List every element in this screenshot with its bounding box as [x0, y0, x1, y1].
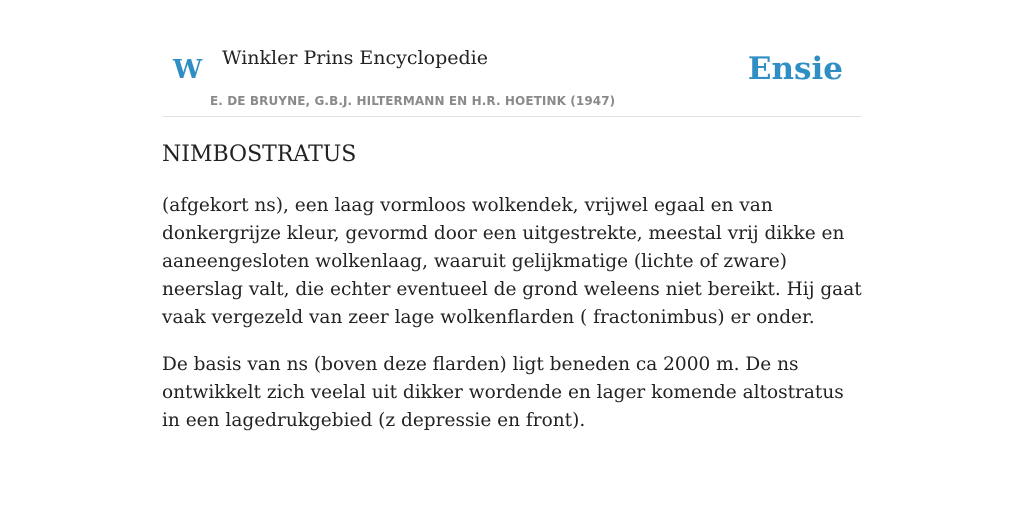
article-title: NIMBOSTRATUS: [162, 142, 357, 167]
encyclopedia-title[interactable]: Winkler Prins Encyclopedie: [222, 47, 488, 69]
page: [162, 0, 862, 431]
article-paragraph: De basis van ns (boven deze flarden) ligt beneden ca 2000 m. De ns ontwikkelt zich veelal uit dikker wordende en lager komende altostratus in een lagedrukgebied (z depressie en front).: [162, 354, 844, 431]
ensie-logo-link[interactable]: Ensie: [747, 51, 843, 87]
article-paragraph: (afgekort ns), een laag vormloos wolkendek, vrijwel egaal en van donkergrijze kleur, gevormd door een uitgestrekte, meestal vrij dikke en aaneengesloten wolkenlaag, waaruit gelijkmatige (lichte of zware) neerslag valt, die echter eventueel de grond weleens niet bereikt. Hij gaat vaak vergezeld van zeer lage wolkenflarden ( fractonimbus) er onder.: [162, 195, 862, 328]
authors-line: E. DE BRUYNE, G.B.J. HILTERMANN EN H.R. HOETINK (1947): [210, 94, 616, 108]
encyclopedia-logo[interactable]: W: [173, 55, 203, 85]
header: [162, 0, 862, 117]
